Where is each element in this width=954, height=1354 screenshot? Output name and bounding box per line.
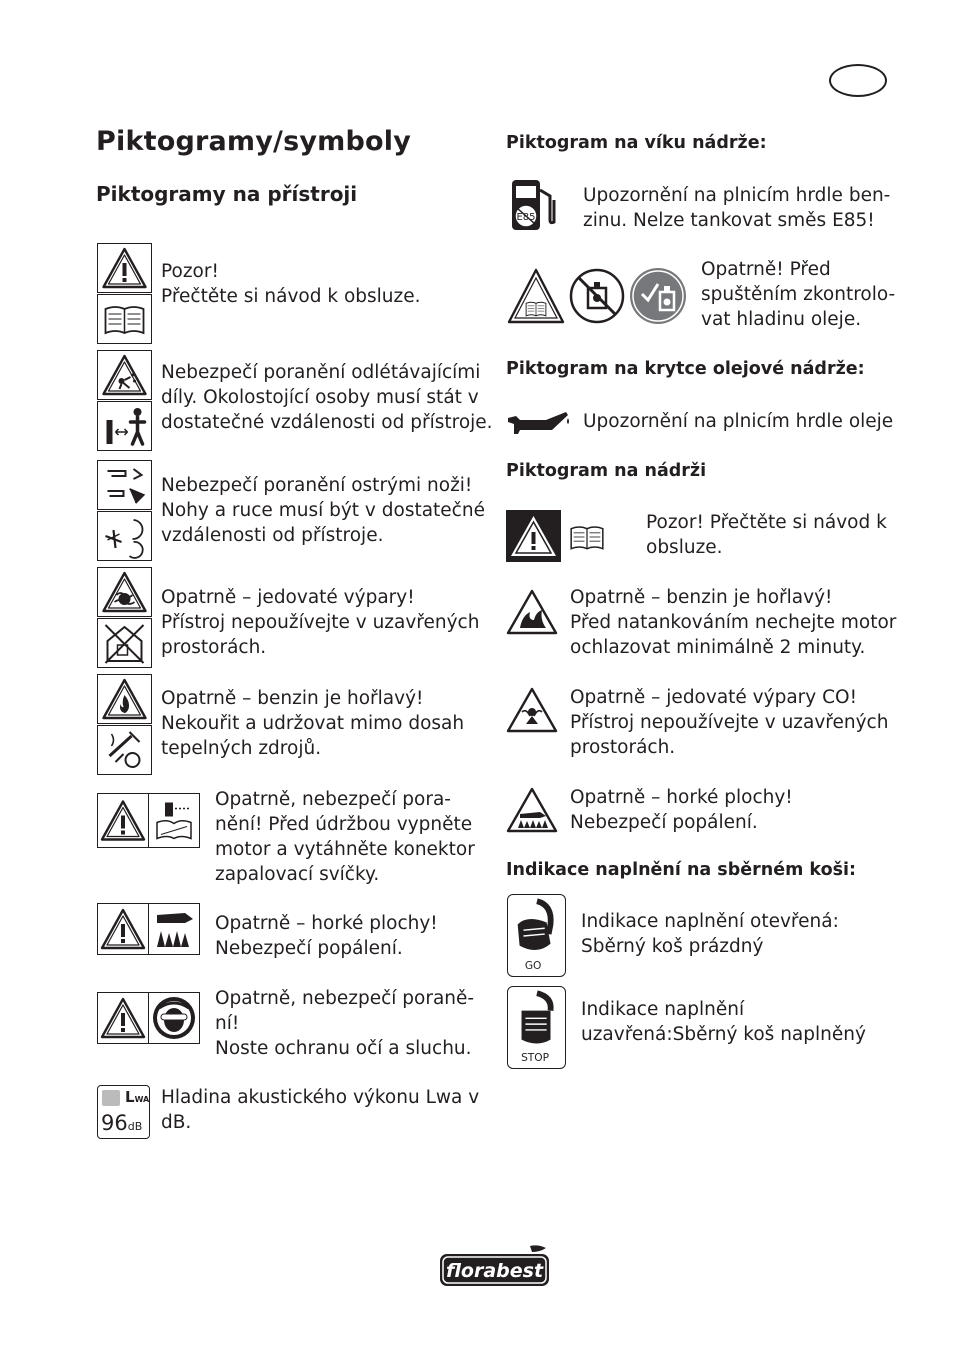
text-line: Opatrně, nebezpečí pora- [215, 789, 451, 810]
item-text-maintenance [215, 787, 475, 887]
spark-plug-maintenance-icon [148, 793, 200, 848]
text-line: Nekouřit a udržovat mimo dosah [161, 713, 465, 734]
fill-indicator-open-icon [507, 894, 566, 977]
e85-label: E85 [516, 212, 536, 223]
text-line: Přístroj nepoužívejte v uzavřených [570, 712, 889, 733]
sound-label [125, 1088, 149, 1109]
item-text-e85 [583, 183, 890, 233]
flammable-icon [506, 588, 558, 636]
text-line: Nebezpečí popálení. [570, 812, 758, 833]
text-line: Před natankováním nechejte motor [570, 612, 897, 633]
item-text-read-manual [161, 259, 420, 309]
sound-value-group [101, 1110, 142, 1140]
text-line: tepelných zdrojů. [161, 738, 322, 759]
keep-distance-icon [97, 401, 152, 451]
text-line: motor a vytáhněte konektor [215, 839, 475, 860]
toxic-fumes-icon [97, 567, 152, 617]
eye-ear-protection-icon [148, 992, 200, 1044]
text-line: Upozornění na plnicím hrdle ben- [583, 185, 891, 206]
stop-label: STOP [521, 1050, 550, 1064]
section-heading-fill-indicator: Indikace naplnění na sběrném koši: [506, 860, 857, 880]
item-text-fill-closed [581, 997, 866, 1047]
text-line: Upozornění na plnicím hrdle oleje [583, 411, 894, 432]
item-text-co-fumes [570, 685, 888, 760]
language-badge [829, 64, 887, 97]
sound-label-main: L [125, 1088, 135, 1106]
text-line: zinu. Nelze tankovat směs E85! [583, 210, 875, 231]
text-line: Opatrně – benzin je hořlavý! [161, 688, 424, 709]
text-line: Opatrně – jedovaté výpary! [161, 587, 415, 608]
text-line: prostorách. [161, 637, 267, 658]
item-text-tank-hot-surface [570, 785, 793, 835]
section-heading-oil-cap: Piktogram na krytce olejové nádrže: [506, 359, 865, 379]
item-text-hot-surface [215, 911, 438, 961]
text-line: vzdálenosti od přístroje. [161, 525, 384, 546]
section-heading-device: Piktogramy na přístroji [96, 182, 358, 206]
text-line: Noste ochranu očí a sluchu. [215, 1038, 472, 1059]
no-indoor-use-icon [97, 618, 152, 668]
text-line: Nebezpečí poranění ostrými noži! [161, 475, 473, 496]
flammable-icon [97, 674, 152, 724]
text-line: Opatrně – horké plochy! [215, 913, 438, 934]
text-line: Pozor! Přečtěte si návod k [646, 512, 887, 533]
text-line: Přečtěte si návod k obsluze. [161, 286, 421, 307]
text-line: Opatrně, nebezpečí poraně- [215, 988, 475, 1009]
text-line: Opatrně – jedovaté výpary CO! [570, 687, 857, 708]
page-title: Piktogramy/symboly [96, 126, 412, 157]
item-text-flying-debris [161, 360, 493, 435]
brand-text: florabest [445, 1260, 544, 1282]
go-label: GO [524, 958, 542, 972]
florabest-logo [438, 1244, 551, 1288]
text-line: Opatrně – horké plochy! [570, 787, 793, 808]
item-text-flammable [161, 686, 464, 761]
sound-unit: dB [127, 1120, 143, 1133]
flying-debris-icon [97, 350, 152, 400]
warning-icon [97, 243, 152, 293]
item-text-tank-flammable [570, 585, 896, 660]
read-manual-warning-icon [506, 266, 566, 326]
warning-icon-inverted [506, 510, 561, 562]
text-line: Nebezpečí poranění odlétávajícími [161, 362, 481, 383]
manual-book-icon [564, 517, 610, 557]
text-line: Opatrně! Před [701, 259, 831, 280]
item-text-oil-filler [583, 409, 893, 434]
rotating-blade-foot-icon [97, 511, 152, 561]
no-oil-icon [568, 266, 626, 326]
item-text-fill-open [581, 909, 839, 959]
fill-indicator-closed-icon [507, 986, 566, 1069]
text-line: Nebezpečí popálení. [215, 938, 403, 959]
text-line: Hladina akustického výkonu Lwa v [161, 1087, 480, 1108]
sound-value: 96 [101, 1111, 128, 1135]
text-line: zapalovací svíčky. [215, 864, 380, 885]
text-line: Indikace naplnění [581, 999, 745, 1020]
text-line: ní! [215, 1013, 240, 1034]
item-text-protection [215, 986, 474, 1061]
check-oil-level-icon [628, 266, 688, 326]
section-heading-tank-lid: Piktogram na víku nádrže: [506, 133, 767, 153]
text-line: díly. Okolostojící osoby musí stát v [161, 387, 479, 408]
text-line: dostatečné vzdálenosti od přístroje. [161, 412, 493, 433]
warning-icon [97, 793, 149, 848]
no-smoking-icon [97, 725, 152, 775]
text-line: Přístroj nepoužívejte v uzavřených [161, 612, 480, 633]
item-text-toxic-fumes [161, 585, 479, 660]
text-line: Indikace naplnění otevřená: [581, 911, 839, 932]
item-text-sharp-blades [161, 473, 485, 548]
co-fumes-icon [506, 686, 558, 734]
text-line: spuštěním zkontrolo- [701, 284, 896, 305]
section-heading-tank: Piktogram na nádrži [506, 461, 707, 481]
text-line: nění! Před údržbou vypněte [215, 814, 473, 835]
text-line: uzavřená:Sběrný koš naplněný [581, 1024, 866, 1045]
warning-icon [97, 992, 149, 1044]
text-line: Sběrný koš prázdný [581, 936, 764, 957]
text-line: ochlazovat minimálně 2 minuty. [570, 637, 866, 658]
sound-level-icon [97, 1085, 150, 1139]
warning-icon [97, 903, 149, 955]
hot-surface-warning-icon [506, 786, 558, 834]
text-line: Opatrně – benzin je hořlavý! [570, 587, 833, 608]
manual-book-icon [97, 294, 152, 344]
sound-cube-icon [102, 1090, 120, 1106]
text-line: prostorách. [570, 737, 676, 758]
oil-can-icon [506, 408, 572, 438]
item-text-check-oil [701, 257, 895, 332]
text-line: obsluze. [646, 537, 723, 558]
text-line: Nohy a ruce musí být v dostatečné [161, 500, 485, 521]
item-text-tank-read-manual [646, 510, 887, 560]
text-line: Pozor! [161, 261, 219, 282]
sharp-blade-hand-icon [97, 460, 152, 510]
sound-label-sub: WA [134, 1095, 150, 1104]
item-text-sound-level [161, 1085, 479, 1135]
fuel-pump-e85-icon [506, 176, 564, 234]
hot-surface-icon [148, 903, 200, 955]
text-line: vat hladinu oleje. [701, 309, 862, 330]
text-line: dB. [161, 1112, 192, 1133]
